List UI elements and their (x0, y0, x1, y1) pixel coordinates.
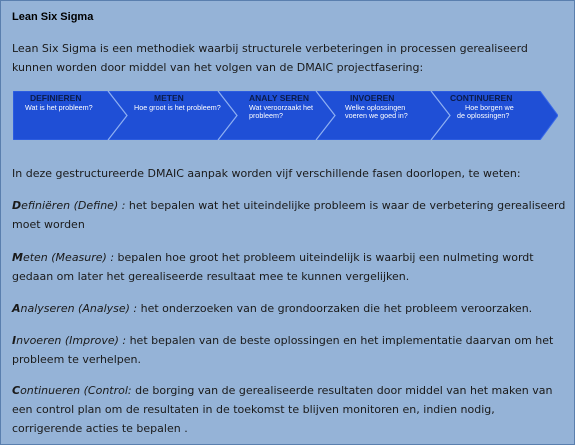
term-rest: nvoeren (Improve) : (16, 334, 127, 347)
definition-improve (12, 331, 567, 369)
definition-text: bepalen hoe groot het probleem uiteindelijk is waarbij een nulmeting wordt gedaan om later het gerealiseerde resultaat mee te kunnen vergelijken. (12, 251, 534, 283)
term-improve (12, 334, 126, 347)
dmaic-chevron-diagram (13, 91, 558, 140)
definition-define (12, 196, 567, 234)
term-define (12, 199, 125, 212)
term-measure (12, 251, 114, 264)
term-initial: D (12, 199, 22, 212)
term-rest: ontinueren (Control: (20, 384, 132, 397)
phase-title-analyse: ANALY SEREN (249, 93, 309, 103)
lead-paragraph: In deze gestructureerde DMAIC aanpak worden vijf verschillende fasen doorlopen, te weten: (12, 167, 521, 180)
phase-sub-control-2: de oplossingen? (457, 111, 510, 120)
page-title: Lean Six Sigma (12, 11, 94, 23)
definition-text: het onderzoeken van de grondoorzaken die het probleem veroorzaken. (137, 302, 533, 315)
phase-sub-improve-1: Welke oplossingen (345, 103, 406, 112)
term-analyse (12, 302, 137, 315)
definition-text: de borging van de gerealiseerde resultaten door middel van het maken van een control plan om de resultaten in de toekomst te blijven monitoren en, indien nodig, corrigerende acties te bepalen . (12, 384, 553, 435)
term-initial: I (12, 334, 17, 347)
phase-sub-measure: Hoe groot is het probleem? (134, 103, 221, 112)
phase-sub-analyse-1: Wat veroorzaakt het (249, 103, 314, 112)
phase-title-measure: METEN (154, 93, 184, 103)
term-initial: M (12, 251, 23, 264)
intro-text: Lean Six Sigma is een methodiek waarbij structurele verbeteringen in processen gerealiseerd kunnen worden door middel van het volgen van de DMAIC projectfasering: (12, 42, 528, 74)
term-rest: efiniëren (Define) : (21, 199, 126, 212)
term-rest: nalyseren (Analyse) : (20, 302, 138, 315)
definition-control (12, 381, 567, 438)
term-rest: eten (Measure) : (22, 251, 115, 264)
phase-sub-analyse-2: probleem? (249, 111, 283, 120)
phase-title-control: CONTINUEREN (450, 93, 513, 103)
phase-title-define: DEFINIEREN (30, 93, 82, 103)
term-initial: C (12, 384, 21, 397)
term-control (12, 384, 132, 397)
phase-sub-improve-2: voeren we goed in? (345, 111, 408, 120)
phase-sub-define: Wat is het probleem? (25, 103, 93, 112)
term-initial: A (12, 302, 21, 315)
definition-measure (12, 248, 567, 286)
definition-text: het bepalen van de beste oplossingen en het implementatie daarvan om het probleem te verhelpen. (12, 334, 554, 366)
phase-sub-control-1: Hoe borgen we (465, 103, 514, 112)
definition-analyse (12, 299, 567, 318)
definition-text: het bepalen wat het uiteindelijke probleem is waar de verbetering gerealiseerd moet worden (12, 199, 566, 231)
phase-title-improve: INVOEREN (350, 93, 395, 103)
